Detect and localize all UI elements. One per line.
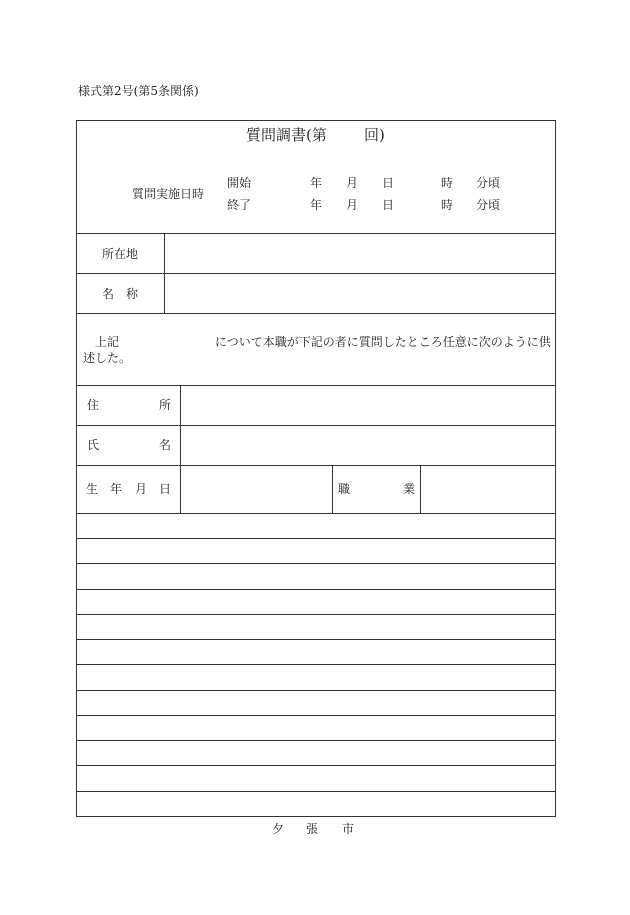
person-name-label-a: 氏	[87, 438, 100, 452]
start-minute: 分頃	[476, 176, 501, 190]
end-year: 年	[310, 198, 323, 212]
statement-line	[76, 538, 556, 539]
address-label-b: 所	[159, 398, 172, 412]
statement-line	[76, 715, 556, 716]
statement-line	[76, 589, 556, 590]
statement-line	[76, 690, 556, 691]
person-name-label-b: 名	[159, 438, 172, 452]
statement-line	[76, 563, 556, 564]
divider	[76, 385, 556, 386]
statement-subject-field[interactable]	[130, 331, 210, 351]
form-title-round: 回)	[364, 126, 385, 144]
footer-city-b: 張	[306, 822, 319, 836]
start-month: 月	[346, 176, 359, 190]
start-hour: 時	[441, 176, 454, 190]
statement-line	[76, 614, 556, 615]
divider	[76, 465, 556, 466]
end-minute: 分頃	[476, 198, 501, 212]
name-field[interactable]	[166, 275, 554, 312]
address-field[interactable]	[182, 387, 554, 424]
end-label: 終了	[227, 198, 252, 212]
occupation-label-b: 業	[403, 482, 416, 496]
divider	[76, 313, 556, 314]
form-title: 質問調書(第	[246, 126, 327, 144]
form-number: 様式第2号(第5条関係)	[78, 84, 199, 98]
location-field[interactable]	[166, 235, 554, 272]
name-label: 名 称	[102, 287, 139, 301]
statement-line	[76, 639, 556, 640]
location-label: 所在地	[102, 247, 139, 261]
divider	[180, 385, 181, 513]
statement-line2: 述した。	[83, 351, 132, 365]
divider	[76, 425, 556, 426]
birthdate-label-b: 年	[110, 482, 123, 496]
start-year: 年	[310, 176, 323, 190]
address-label-a: 住	[87, 398, 100, 412]
birthdate-field[interactable]	[182, 467, 330, 512]
statement-line	[76, 791, 556, 792]
footer-city-c: 市	[342, 822, 355, 836]
occupation-field[interactable]	[422, 467, 554, 512]
divider	[420, 465, 421, 513]
datetime-label: 質問実施日時	[132, 187, 205, 201]
end-hour: 時	[441, 198, 454, 212]
birthdate-label-c: 月	[135, 482, 148, 496]
divider	[76, 233, 556, 234]
end-day: 日	[382, 198, 395, 212]
statement-body: について本職が下記の者に質問したところ任意に次のように供	[215, 335, 551, 349]
person-name-field[interactable]	[182, 427, 554, 464]
statement-line	[76, 740, 556, 741]
birthdate-label-d: 日	[159, 482, 172, 496]
statement-line	[76, 664, 556, 665]
footer-city-a: 夕	[272, 822, 285, 836]
divider	[332, 465, 333, 513]
divider	[76, 513, 556, 514]
end-month: 月	[346, 198, 359, 212]
occupation-label-a: 職	[338, 482, 351, 496]
start-label: 開始	[227, 176, 252, 190]
divider	[76, 273, 556, 274]
start-day: 日	[382, 176, 395, 190]
birthdate-label-a: 生	[86, 482, 99, 496]
statement-prefix: 上記	[95, 335, 120, 349]
statement-line	[76, 765, 556, 766]
